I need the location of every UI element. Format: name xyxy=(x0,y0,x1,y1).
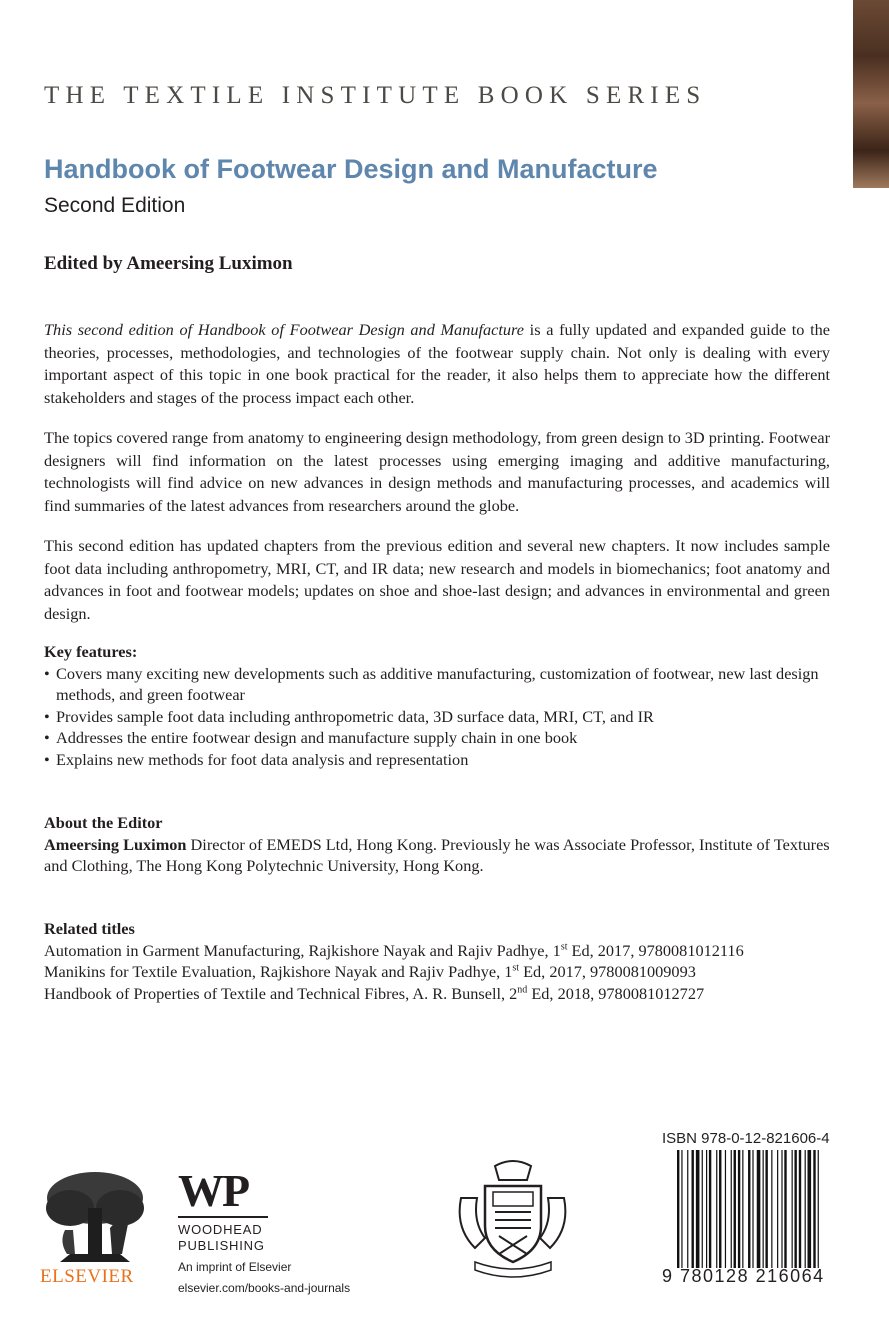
related-title-text: Handbook of Properties of Textile and Technical Fibres, A. R. Bunsell, 2 xyxy=(44,983,518,1003)
key-feature-text: Explains new methods for foot data analysis and representation xyxy=(56,749,469,769)
related-title-details: Ed, 2018, 9780081012727 xyxy=(527,983,705,1003)
woodhead-line: WOODHEAD xyxy=(178,1222,263,1237)
book-title: Handbook of Footwear Design and Manufacture xyxy=(44,154,658,184)
book-edition: Second Edition xyxy=(44,194,186,217)
bullet-icon: • xyxy=(44,663,50,683)
woodhead-publishing-logo xyxy=(178,1165,351,1296)
editor-name: Ameersing Luximon xyxy=(44,834,187,854)
bullet-icon: • xyxy=(44,749,50,769)
imprint-url: elsevier.com/books-and-journals xyxy=(178,1281,351,1295)
about-editor-heading: About the Editor xyxy=(44,813,163,832)
isbn-label: ISBN 978-0-12-821606-4 xyxy=(662,1130,830,1147)
edition-ordinal: st xyxy=(560,941,568,953)
key-feature-item xyxy=(44,727,830,749)
description-paragraph-2: The topics covered range from anatomy to engineering design methodology, from green design to 3D printing. Footwear designers will find information on the latest processes using emerging imaging and additive manufacturing, technologists will find advice on new advances in design methods and manufacturing processes, and academics will find summaries of the latest advances from researchers around the globe. xyxy=(44,428,830,515)
bullet-icon: • xyxy=(44,728,50,747)
key-feature-text: Covers many exciting new developments such as additive manufacturing, customization of footwear, new last design methods, and green footwear xyxy=(56,663,819,704)
edition-ordinal: st xyxy=(512,962,520,974)
publishing-line: PUBLISHING xyxy=(178,1238,265,1253)
editor-bio-text: Director of EMEDS Ltd, Hong Kong. Previously he was Associate Professor, Institute of Textures and Clothing, The Hong Kong Polytechnic University, Hong Kong. xyxy=(44,834,830,875)
about-editor-bio xyxy=(44,834,830,877)
about-editor-section xyxy=(44,812,830,877)
key-features-list xyxy=(44,663,830,771)
related-title-details: Ed, 2017, 9780081012116 xyxy=(567,940,744,960)
key-feature-item xyxy=(44,706,830,728)
key-feature-text: Addresses the entire footwear design and manufacture supply chain in one book xyxy=(56,728,578,747)
wp-mark: WP xyxy=(178,1165,249,1216)
imprint-line: An imprint of Elsevier xyxy=(178,1260,292,1274)
key-features-heading: Key features: xyxy=(44,642,138,661)
editor-line: Edited by Ameersing Luximon xyxy=(44,253,293,274)
isbn-barcode xyxy=(675,1150,860,1268)
key-features-section xyxy=(44,641,830,770)
textile-institute-crest xyxy=(455,1158,570,1278)
description-paragraph-1-rest: is a fully updated and expanded guide to the theories, processes, methodologies, and technologies of the footwear supply chain. Not only is dealing with every important aspect of this topic in one book practical for the reader, it also helps them to appreciate how the different stakeholders and stages of the process impact each other. xyxy=(44,320,830,407)
wp-rule xyxy=(178,1216,268,1218)
edition-ordinal: nd xyxy=(517,984,528,996)
barcode-number: 9 780128 216064 xyxy=(662,1266,825,1286)
elsevier-wordmark: ELSEVIER xyxy=(40,1266,134,1287)
series-name: THE TEXTILE INSTITUTE BOOK SERIES xyxy=(44,82,707,109)
related-title-details: Ed, 2017, 9780081009093 xyxy=(519,962,696,981)
description-italic-lead: This second edition of Handbook of Footwear Design and Manufacture xyxy=(44,320,524,339)
key-feature-text: Provides sample foot data including anthropometric data, 3D surface data, MRI, CT, and IR xyxy=(56,706,654,726)
related-title-item xyxy=(44,961,844,983)
description-paragraph-3: This second edition has updated chapters from the previous edition and several new chapters. It now includes sample foot data including anthropometry, MRI, CT, and IR data; new research and models in biomechanics; foot anatomy and advances in foot and footwear models; updates on shoe and shoe-last design; and advances in environmental and green design. xyxy=(44,536,830,623)
related-title-text: Automation in Garment Manufacturing, Rajkishore Nayak and Rajiv Padhye, 1 xyxy=(44,940,561,960)
description-paragraph-1 xyxy=(44,319,830,409)
related-title-item xyxy=(44,983,844,1005)
related-title-item xyxy=(44,940,844,962)
bullet-icon: • xyxy=(44,706,50,726)
key-feature-item xyxy=(44,663,830,706)
related-titles-heading: Related titles xyxy=(44,919,135,938)
cover-photo-edge xyxy=(853,0,889,188)
key-feature-item xyxy=(44,749,830,771)
related-titles-section xyxy=(44,918,844,1004)
related-title-text: Manikins for Textile Evaluation, Rajkishore Nayak and Rajiv Padhye, 1 xyxy=(44,962,513,981)
